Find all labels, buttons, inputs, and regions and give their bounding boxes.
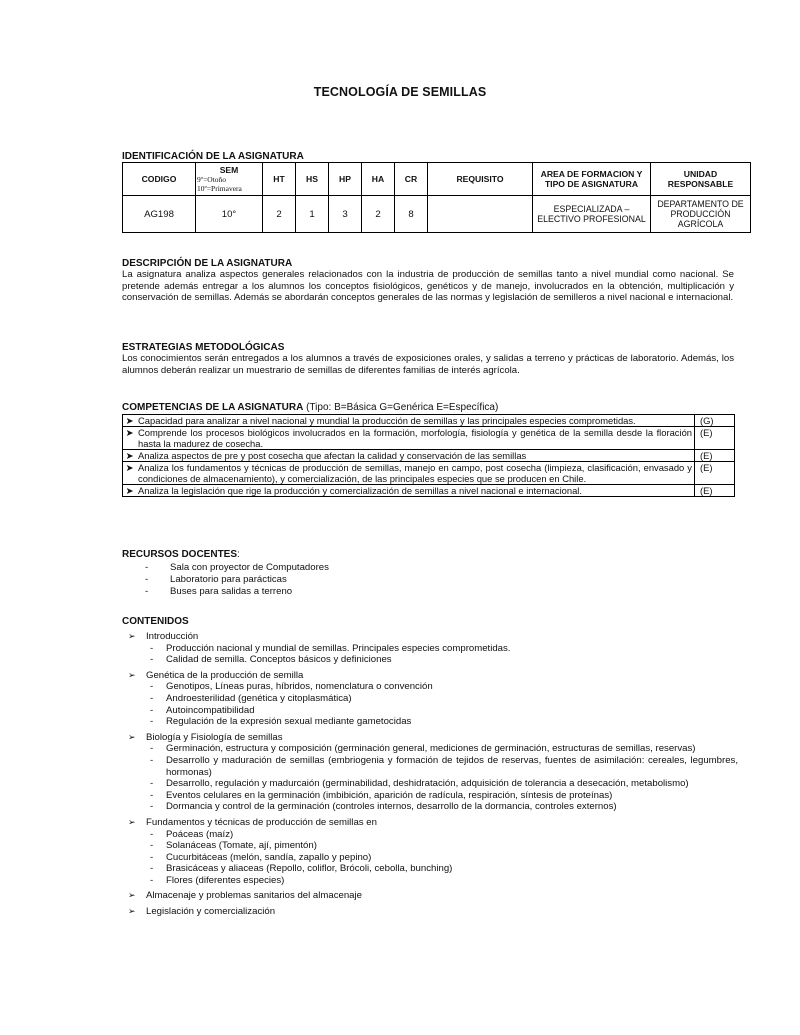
header-ht: HT	[263, 163, 296, 196]
bullet-arrow-icon: ➢	[128, 890, 136, 901]
bullet-arrow-icon: ➢	[128, 669, 136, 680]
content-subtopic: - Germinación, estructura y composición (germinación general, mediciones de germinación, estructuras de semillas, reservas)	[150, 743, 738, 755]
header-codigo: CODIGO	[123, 163, 196, 196]
competency-text: Comprende los procesos biológicos involucrados en la formación, morfología, fisiología y genética de la semilla desde la floración hasta la madurez de cosecha.	[136, 427, 695, 450]
header-hs: HS	[296, 163, 329, 196]
content-subtopic: - Desarrollo y maduración de semillas (embriogenia y formación de tejidos de reservas, fuentes de asimilación: cereales, legumbres, hormonas)	[150, 755, 738, 778]
identification-heading: IDENTIFICACIÓN DE LA ASIGNATURA	[122, 151, 304, 162]
competency-text: Analiza aspectos de pre y post cosecha que afectan la calidad y conservación de las semillas	[136, 450, 695, 462]
cell-codigo: AG198	[123, 196, 196, 233]
content-topic-label	[128, 732, 738, 744]
bullet-arrow-icon: ➢	[128, 816, 136, 827]
content-subtopic: - Producción nacional y mundial de semillas. Principales especies comprometidas.	[150, 643, 738, 655]
competency-type: (E)	[695, 427, 735, 450]
identification-header-row	[123, 163, 751, 196]
header-sem-label: SEM	[219, 164, 239, 175]
cell-hs: 1	[296, 196, 329, 233]
bullet-arrow-icon: ➢	[128, 906, 136, 917]
content-topic-text: Fundamentos y técnicas de producción de semillas en	[146, 816, 377, 828]
content-subtopic-list	[128, 681, 738, 727]
competencies-heading: COMPETENCIAS DE LA ASIGNATURA	[122, 402, 304, 413]
document-title: TECNOLOGÍA DE SEMILLAS	[313, 85, 487, 99]
header-unidad: UNIDAD RESPONSABLE	[651, 163, 751, 196]
strategies-heading: ESTRATEGIAS METODOLÓGICAS	[122, 342, 285, 353]
bullet-arrow-icon: ➤	[123, 450, 137, 462]
cell-ht: 2	[263, 196, 296, 233]
cell-cr: 8	[395, 196, 428, 233]
resources-list	[145, 562, 329, 598]
content-subtopic: - Androesterilidad (genética y citoplasmática)	[150, 693, 738, 705]
bullet-arrow-icon: ➢	[128, 731, 136, 742]
bullet-arrow-icon: ➤	[123, 485, 137, 497]
content-subtopic: - Eventos celulares en la germinación (imbibición, aparición de radícula, respiración, síntesis de proteínas)	[150, 790, 738, 802]
list-item: - Sala con proyector de Computadores	[145, 562, 329, 574]
content-topic-text: Genética de la producción de semilla	[146, 669, 304, 681]
content-subtopic-list	[128, 643, 738, 666]
content-topic	[128, 670, 738, 728]
identification-data-row	[123, 196, 751, 233]
header-requisito: REQUISITO	[428, 163, 533, 196]
description-heading: DESCRIPCIÓN DE LA ASIGNATURA	[122, 258, 293, 269]
strategies-text	[122, 353, 734, 376]
content-topic	[128, 817, 738, 887]
content-subtopic: - Dormancia y control de la germinación (controles internos, desarrollo de la dormancia, controles externos)	[150, 801, 738, 813]
strategies-paragraph: Los conocimientos serán entregados a los alumnos a través de exposiciones orales, y salidas a terreno y prácticas de laboratorio. Además, los alumnos deberán realizar un muestrario de semillas de diferentes familias de interés agrícola.	[122, 353, 734, 376]
list-item: - Buses para salidas a terreno	[145, 586, 329, 598]
bullet-arrow-icon: ➤	[123, 427, 137, 450]
header-hp: HP	[329, 163, 362, 196]
header-cr: CR	[395, 163, 428, 196]
competency-text: Capacidad para analizar a nivel nacional y mundial la producción de semillas y las principales especies comprometidas.	[136, 415, 695, 427]
competency-type: (E)	[695, 450, 735, 462]
content-subtopic: - Cucurbitáceas (melón, sandía, zapallo y pepino)	[150, 852, 738, 864]
content-subtopic-list	[128, 829, 738, 887]
header-sem-spring: 10º=Primavera	[197, 183, 242, 193]
competency-type: (G)	[695, 415, 735, 427]
competencies-table	[122, 414, 735, 497]
content-topic-label	[128, 890, 738, 902]
bullet-arrow-icon: ➤	[123, 415, 137, 427]
header-area: AREA DE FORMACION Y TIPO DE ASIGNATURA	[533, 163, 651, 196]
competencies-legend: (Tipo: B=Básica G=Genérica E=Específica)	[306, 402, 499, 413]
header-sem	[196, 163, 263, 196]
competency-text: Analiza la legislación que rige la producción y comercialización de semillas a nivel nacional e internacional.	[136, 485, 695, 497]
content-topic-label	[128, 670, 738, 682]
competency-row	[123, 485, 735, 497]
competency-row	[123, 427, 735, 450]
competency-row	[123, 450, 735, 462]
cell-requisito	[428, 196, 533, 233]
content-topic-label	[128, 817, 738, 829]
content-topic-text: Introducción	[146, 631, 199, 642]
content-subtopic: - Autoincompatibilidad	[150, 705, 738, 717]
cell-unidad: DEPARTAMENTO DE PRODUCCIÓN AGRÍCOLA	[651, 196, 751, 233]
header-sem-autumn: 9º=Otoño	[197, 174, 227, 184]
cell-sem: 10°	[196, 196, 263, 233]
content-subtopic: - Solanáceas (Tomate, ají, pimentón)	[150, 840, 738, 852]
content-topic	[128, 732, 738, 813]
competency-row	[123, 415, 735, 427]
content-topic-text: Legislación y comercialización	[146, 906, 276, 918]
content-topic-label	[128, 906, 738, 918]
contents-heading: CONTENIDOS	[122, 616, 189, 627]
content-subtopic: - Flores (diferentes especies)	[150, 875, 738, 887]
description-paragraph: La asignatura analiza aspectos generales relacionados con la industria de producción de semillas tanto a nivel mundial como nacional. Se pretende además entregar a los alumnos los conceptos fisiológicos, genéticos y de manejo, involucrados en la obtención, multiplicación y conservación de semillas. Además se abordarán conceptos generales de las normas y legislación de semilleros a nivel nacional e internacional.	[122, 269, 734, 303]
competency-text: Analiza los fundamentos y técnicas de producción de semillas, manejo en campo, post cosecha (limpieza, clasificación, envasado y condiciones de almacenamiento), y comercialización, de las principales especies que se producen en Chile.	[136, 462, 695, 485]
contents-list	[128, 631, 738, 922]
header-ha: HA	[362, 163, 395, 196]
content-subtopic: - Calidad de semilla. Conceptos básicos y definiciones	[150, 654, 738, 666]
cell-hp: 3	[329, 196, 362, 233]
content-topic	[128, 890, 738, 902]
resources-heading-line: RECURSOS DOCENTES:	[122, 549, 240, 560]
content-subtopic: - Poáceas (maíz)	[150, 829, 738, 841]
competency-row	[123, 462, 735, 485]
content-subtopic: - Brasicáceas y aliaceas (Repollo, coliflor, Brócoli, cebolla, bunching)	[150, 863, 738, 875]
content-topic-text: Almacenaje y problemas sanitarios del almacenaje	[146, 890, 362, 902]
competencies-heading-line	[122, 402, 498, 413]
list-item: - Laboratorio para parácticas	[145, 574, 329, 586]
content-topic-label	[128, 631, 738, 643]
cell-area: ESPECIALIZADA – ELECTIVO PROFESIONAL	[533, 196, 651, 233]
cell-ha: 2	[362, 196, 395, 233]
competency-type: (E)	[695, 485, 735, 497]
content-subtopic: - Regulación de la expresión sexual mediante gametocidas	[150, 716, 738, 728]
content-subtopic-list	[128, 743, 738, 813]
description-text	[122, 269, 734, 304]
bullet-arrow-icon: ➢	[128, 631, 136, 641]
content-subtopic: - Desarrollo, regulación y madurcaión (germinabilidad, deshidratación, adquisición de tolerancia a desecación, metabolismo)	[150, 778, 738, 790]
competency-type: (E)	[695, 462, 735, 485]
resources-heading: RECURSOS DOCENTES	[122, 549, 238, 560]
content-topic-text: Biología y Fisiología de semillas	[146, 731, 283, 743]
bullet-arrow-icon: ➤	[123, 462, 137, 485]
content-topic	[128, 906, 738, 918]
content-topic	[128, 631, 738, 666]
identification-table	[122, 162, 751, 233]
content-subtopic: - Genotipos, Líneas puras, híbridos, nomenclatura o convención	[150, 681, 738, 693]
